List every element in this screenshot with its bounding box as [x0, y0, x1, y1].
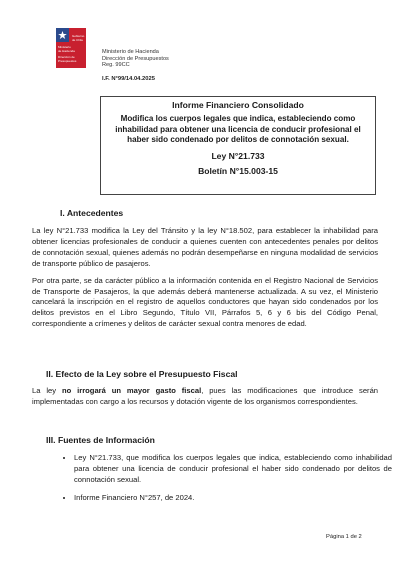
section-heading-fuentes: III. Fuentes de Información — [46, 435, 155, 445]
efecto-text-after: , pues las modificaciones que introduce serán implementadas con cargo a los recursos y dotación vigente de los organismos correspondientes. — [32, 386, 379, 406]
header-meta — [102, 49, 169, 69]
efecto-text-bold: no irrogará un mayor gasto fiscal — [61, 386, 202, 395]
document-title-box — [100, 96, 376, 195]
efecto-paragraph — [32, 386, 378, 408]
bulletin-number: Boletín N°15.003-15 — [198, 165, 278, 176]
section-heading-efecto: II. Efecto de la Ley sobre el Presupuesto Fiscal — [46, 369, 238, 379]
bill-title: Modifica los cuerpos legales que indica, estableciendo como inhabilidad para obtener una licencia de conducir profesional el haber sido condenado por delitos de connotación sexual. — [115, 114, 361, 144]
registry-code: Reg. 99CC — [102, 62, 130, 69]
logo-line-1: Gobierno — [72, 34, 85, 38]
antecedentes-body — [32, 226, 378, 336]
logo-line-3: Ministerio — [58, 45, 71, 49]
report-number: I.F. N°99/14.04.2025 — [102, 76, 155, 82]
logo-line-4: de Hacienda — [58, 49, 75, 53]
ministry-name: Ministerio de Hacienda — [102, 49, 159, 55]
sources-list — [60, 453, 392, 511]
directorate-name: Dirección de Presupuestos — [102, 55, 169, 62]
efecto-body — [32, 386, 378, 414]
list-item: • Ley N°21.733, que modifica los cuerpos legales que indica, estableciendo como inhabilidad para obtener una licencia de conducir profesional el haber sido condenado por delitos de connotación sexual. — [74, 453, 392, 486]
efecto-text-before: La ley — [32, 386, 62, 395]
law-number: Ley N°21.733 — [211, 150, 265, 161]
logo-line-5: Dirección de — [58, 55, 75, 59]
logo-line-2: de Chile — [72, 38, 84, 42]
page-number: Página 1 de 2 — [326, 534, 362, 540]
logo-line-6: Presupuestos — [58, 59, 77, 63]
report-type: Informe Financiero Consolidado — [172, 100, 304, 110]
antecedentes-paragraph-2: Por otra parte, se da carácter público a la información contenida en el Registro Nacional de Servicios de Transporte de Pasajeros, la que además deberá mantenerse actualizada. A su vez, el Ministerio cancelará la inscripción en el registro de aquellos conductores que hayan sido condenados por los delitos previstos en el Libro Segundo, Título VII, Párrafos 5, 6 y 6 bis del Código Penal, correspondiente a crímenes y delitos de carácter sexual contra menores de edad. — [32, 275, 378, 329]
list-item: • Informe Financiero N°257, de 2024. — [74, 493, 392, 504]
antecedentes-paragraph-1: La ley N°21.733 modifica la Ley del Tránsito y la ley N°18.502, para establecer la inhabilidad para obtener licencias profesionales de conducir a quienes cuenten con antecedentes penales por delitos de connotación sexual, quienes además no podrán desempeñarse en ninguna modalidad de servicios de transporte público de pasajeros. — [32, 226, 378, 268]
section-heading-antecedentes: I. Antecedentes — [60, 208, 124, 218]
government-logo — [56, 28, 86, 68]
